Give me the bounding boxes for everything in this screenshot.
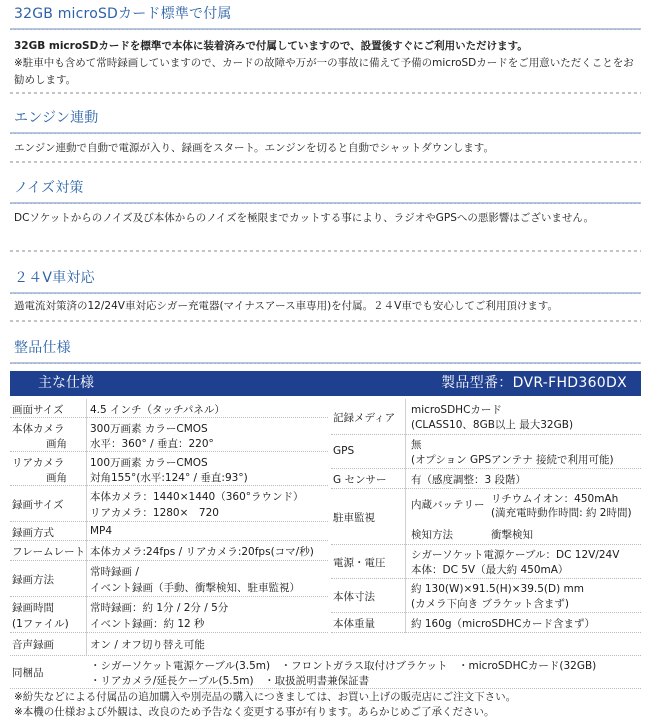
spec-label: (1ファイル) <box>12 618 69 630</box>
spec-value: イベント録画：約 12 秒 <box>90 618 205 630</box>
spec-value: 本体カメラ：1440×1440（360°ラウンド） <box>90 491 304 503</box>
spec-label: 画角 <box>46 472 67 484</box>
microsd-lead-text: 32GB microSDカードを標準で本体に装着済みで付属していますので、設置後すぐにご利用いただけます。 <box>14 40 528 52</box>
spec-row <box>10 633 328 655</box>
section-heading-microsd: 32GB microSDカード標準で付属 <box>10 2 641 30</box>
spec-value: 衝撃検知 <box>491 529 533 541</box>
spec-label: 駐車監視 <box>333 512 375 524</box>
spec-value: microSDHCカード <box>411 404 502 416</box>
spec-label: 電源・電圧 <box>333 557 386 569</box>
spec-value: 本体：DC 5V（最大約 450mA） <box>411 564 569 576</box>
model-number: 製品型番：DVR-FHD360DX <box>441 375 627 391</box>
spec-row <box>331 399 641 435</box>
spec-label: 録画方法 <box>12 574 54 586</box>
spec-row <box>331 435 641 469</box>
section-body-24v: 過電流対策済の12/24V車対応シガー充電器(マイナスアース車専用)を付属。２４V車でも安心してご利用頂けます。 <box>14 300 559 312</box>
spec-row <box>331 489 641 545</box>
spec-value: 常時録画：約 1分 / 2分 / 5分 <box>90 602 229 614</box>
spec-row <box>10 418 328 452</box>
spec-label: GPS <box>333 445 355 457</box>
spec-value: シガーソケット電源ケーブル：DC 12V/24V <box>411 549 620 561</box>
section-heading-spec: 整品仕様 <box>10 336 641 364</box>
footnote: ※本機の仕様および外観は、改良のため予告なく変更する事が有ります。あらかじめご了承ください。 <box>14 706 495 718</box>
spec-label: 録画時間 <box>12 602 54 614</box>
divider <box>10 320 641 322</box>
microsd-note-text: ※駐車中も含めて常時録画していますので、カードの故障や万が一の事故に備えて予備のmicroSDカードをご用意いただくことをお勧めします。 <box>14 57 634 86</box>
spec-table-header <box>10 371 641 396</box>
spec-label: 本体寸法 <box>333 591 375 603</box>
spec-label: 録画サイズ <box>12 499 64 511</box>
spec-value: 本体カメラ:24fps / リアカメラ:20fps(コマ/秒) <box>90 546 314 558</box>
spec-label: 本体重量 <box>333 618 375 630</box>
spec-sublabel: 内蔵バッテリー <box>411 499 485 511</box>
section-heading-noise: ノイズ対策 <box>10 176 641 204</box>
spec-row <box>331 545 641 579</box>
spec-value: ・シガーソケット電源ケーブル(3.5m) ・フロントガラス取付けブラケット ・microSDHCカード(32GB) <box>90 660 597 672</box>
spec-left-column <box>10 399 328 655</box>
spec-value: 約 130(W)×91.5(H)×39.5(D) mm <box>411 583 584 595</box>
spec-value: 常時録画 / <box>90 566 139 578</box>
spec-label: フレームレート <box>12 546 86 558</box>
spec-row <box>10 399 328 418</box>
spec-value: 300万画素 カラーCMOS <box>90 423 208 435</box>
spec-label: 記録メディア <box>333 412 396 424</box>
spec-value: リアカメラ：1280× 720 <box>90 507 219 519</box>
accessories-row <box>10 655 641 689</box>
spec-value: オン / オフ切り替え可能 <box>90 639 205 651</box>
spec-value: リチウムイオン：450mAh <box>491 493 619 505</box>
spec-label: 音声録画 <box>12 639 54 651</box>
divider <box>10 250 641 252</box>
spec-right-column <box>331 399 641 633</box>
spec-label: 画面サイズ <box>12 404 64 416</box>
spec-row <box>10 597 328 633</box>
spec-row <box>10 522 328 541</box>
spec-row <box>10 561 328 597</box>
divider <box>10 92 641 94</box>
section-heading-engine: エンジン連動 <box>10 106 641 134</box>
spec-label: 録画方式 <box>12 527 54 539</box>
spec-sublabel: 検知方法 <box>411 529 453 541</box>
spec-row <box>331 613 641 633</box>
spec-value: 無 <box>411 439 422 451</box>
footnotes <box>14 690 516 720</box>
spec-table-title: 主な仕様 <box>38 375 94 391</box>
spec-label: 画角 <box>46 438 67 450</box>
section-heading-24v: ２４V車対応 <box>10 266 641 294</box>
spec-value: イベント録画（手動、衝撃検知、駐車監視） <box>90 582 300 594</box>
spec-row <box>10 486 328 522</box>
spec-value: (CLASS10、8GB以上 最大32GB) <box>411 419 574 431</box>
section-body-engine: エンジン連動で自動で電源が入り、録画をスタート。エンジンを切ると自動でシャットダウンします。 <box>14 142 494 154</box>
spec-row <box>10 541 328 561</box>
spec-label: G センサー <box>333 474 387 486</box>
section-body-microsd <box>14 38 637 89</box>
footnote: ※紛失などによる付属品の追加購入や別売品の購入につきましては、お買い上げの販売店にご注文下さい。 <box>14 691 517 703</box>
spec-label: 同梱品 <box>12 667 44 679</box>
spec-row <box>331 469 641 489</box>
divider <box>10 161 641 163</box>
spec-value: (カメラ下向き ブラケット含まず) <box>411 598 570 610</box>
spec-value: 対角155°(水平:124° / 垂直:93°) <box>90 472 248 484</box>
spec-value: 水平：360° / 垂直：220° <box>90 438 214 450</box>
spec-value: MP4 <box>90 525 113 537</box>
spec-value: 約 160g（microSDHCカード含まず） <box>411 618 595 630</box>
spec-label: 本体カメラ <box>12 423 65 435</box>
spec-row <box>331 579 641 613</box>
spec-value: ・リアカメラ/延長ケーブル(5.5m) ・取扱説明書兼保証書 <box>90 675 370 687</box>
spec-label: リアカメラ <box>12 457 65 469</box>
spec-value: 4.5 インチ（タッチパネル） <box>90 404 225 416</box>
spec-value: 有（感度調整：3 段階） <box>411 474 527 486</box>
spec-value: (オプション GPSアンテナ 接続で利用可能) <box>411 454 614 466</box>
spec-value: 100万画素 カラーCMOS <box>90 457 208 469</box>
spec-row <box>10 452 328 486</box>
spec-value: (満充電時動作時間: 約 2時間) <box>491 507 632 519</box>
section-body-noise: DCソケットからのノイズ及び本体からのノイズを極限までカットする事により、ラジオやGPSへの悪影響はございません。 <box>14 212 595 224</box>
